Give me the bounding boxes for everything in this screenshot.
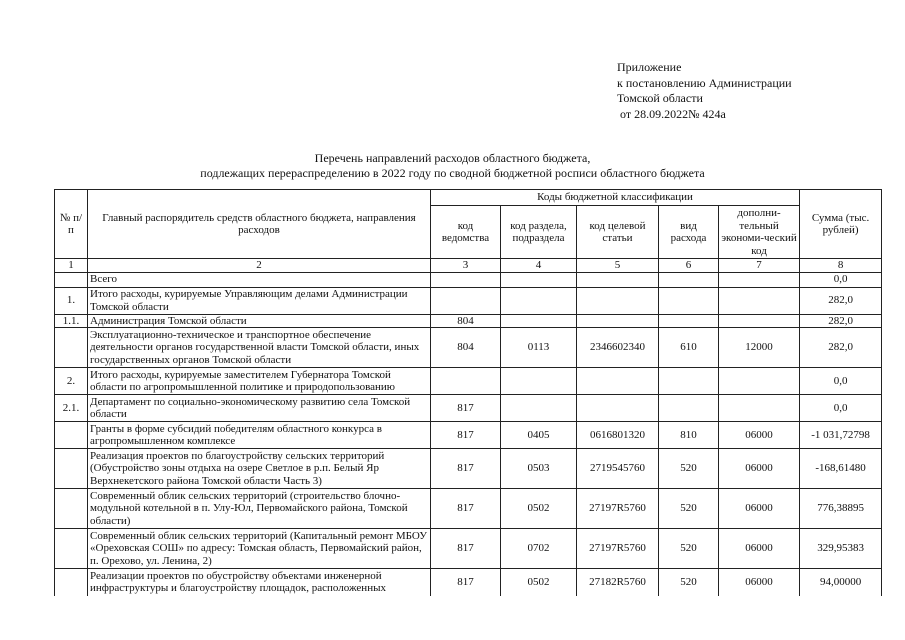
cell-dept-code: 804: [431, 314, 501, 328]
column-number: 7: [719, 259, 800, 273]
cell-dept-code: 817: [431, 395, 501, 422]
column-number: 4: [501, 259, 577, 273]
cell-target-code: 27197R5760: [577, 529, 659, 569]
cell-target-code: [577, 314, 659, 328]
header-num: № п/п: [55, 190, 88, 259]
cell-dept-code: 804: [431, 328, 501, 368]
cell-extra-code: 06000: [719, 489, 800, 529]
cell-section-code: [501, 272, 577, 287]
header-extra-code: дополни-тельный экономи-ческий код: [719, 206, 800, 259]
cell-num: [55, 529, 88, 569]
cell-num: [55, 489, 88, 529]
cell-extra-code: 12000: [719, 328, 800, 368]
cell-dept-code: 817: [431, 449, 501, 489]
cell-dept-code: [431, 368, 501, 395]
table-body: [55, 272, 882, 596]
cell-sum: 282,0: [800, 314, 882, 328]
cell-sum: -168,61480: [800, 449, 882, 489]
cell-section-code: [501, 314, 577, 328]
cell-sum: 0,0: [800, 272, 882, 287]
cell-target-code: [577, 287, 659, 314]
cell-name: Реализация проектов по благоустройству сельских территорий (Обустройство зоны отдыха на озере Светлое в р.п. Белый Яр Верхнекетского района Томской области Часть 3): [88, 449, 431, 489]
cell-name: Администрация Томской области: [88, 314, 431, 328]
cell-extra-code: [719, 314, 800, 328]
cell-name: Эксплуатационно-техническое и транспортное обеспечение деятельности органов государственной власти Томской области, иных государственных органов Томской области: [88, 328, 431, 368]
cell-name: Итого расходы, курируемые заместителем Губернатора Томской области по агропромышленной политике и природопользованию: [88, 368, 431, 395]
column-number: 8: [800, 259, 882, 273]
cell-num: [55, 272, 88, 287]
cell-num: [55, 328, 88, 368]
cell-num: 1.1.: [55, 314, 88, 328]
cell-sum: 282,0: [800, 287, 882, 314]
cell-extra-code: 06000: [719, 449, 800, 489]
cell-expense-type: [659, 272, 719, 287]
cell-num: 2.1.: [55, 395, 88, 422]
cell-expense-type: [659, 287, 719, 314]
header-main: Главный распорядитель средств областного бюджета, направления расходов: [88, 190, 431, 259]
cell-expense-type: 810: [659, 422, 719, 449]
cell-target-code: 27197R5760: [577, 489, 659, 529]
table-row: [55, 529, 882, 569]
budget-table: [54, 189, 882, 596]
cell-expense-type: 520: [659, 569, 719, 596]
header-target-code: код целевой статьи: [577, 206, 659, 259]
cell-num: 1.: [55, 287, 88, 314]
cell-sum: 0,0: [800, 368, 882, 395]
cell-dept-code: 817: [431, 489, 501, 529]
cell-section-code: [501, 287, 577, 314]
cell-section-code: 0503: [501, 449, 577, 489]
cell-expense-type: 610: [659, 328, 719, 368]
cell-section-code: 0405: [501, 422, 577, 449]
header-codes-group: Коды бюджетной классификации: [431, 190, 800, 206]
header-dept-code: код ведомства: [431, 206, 501, 259]
cell-expense-type: [659, 395, 719, 422]
table-row: [55, 569, 882, 596]
title-line: Перечень направлений расходов областного бюджета,: [314, 151, 591, 165]
appendix-line: Томской области: [617, 91, 703, 105]
cell-dept-code: [431, 272, 501, 287]
cell-sum: -1 031,72798: [800, 422, 882, 449]
cell-name: Департамент по социально-экономическому развитию села Томской области: [88, 395, 431, 422]
cell-target-code: [577, 395, 659, 422]
cell-section-code: 0702: [501, 529, 577, 569]
cell-name: Современный облик сельских территорий (строительство блочно-модульной котельной в п. Улу-Юл, Первомайского района, Томской области): [88, 489, 431, 529]
cell-dept-code: 817: [431, 569, 501, 596]
cell-name: Всего: [88, 272, 431, 287]
table-row: [55, 422, 882, 449]
appendix-line: Приложение: [617, 60, 682, 74]
cell-expense-type: [659, 368, 719, 395]
cell-sum: 776,38895: [800, 489, 882, 529]
cell-expense-type: 520: [659, 449, 719, 489]
table-row: [55, 489, 882, 529]
cell-extra-code: [719, 395, 800, 422]
cell-extra-code: 06000: [719, 422, 800, 449]
cell-dept-code: [431, 287, 501, 314]
header-expense-type: вид расхода: [659, 206, 719, 259]
cell-extra-code: 06000: [719, 569, 800, 596]
cell-section-code: [501, 395, 577, 422]
cell-extra-code: [719, 368, 800, 395]
title-line: подлежащих перераспределению в 2022 году по сводной бюджетной росписи областного бюджета: [200, 166, 705, 180]
cell-section-code: 0113: [501, 328, 577, 368]
cell-extra-code: 06000: [719, 529, 800, 569]
cell-dept-code: 817: [431, 422, 501, 449]
table-row: [55, 395, 882, 422]
cell-sum: 329,95383: [800, 529, 882, 569]
column-number: 5: [577, 259, 659, 273]
document-title: [0, 151, 905, 181]
cell-name: Современный облик сельских территорий (Капитальный ремонт МБОУ «Ореховская СОШ» по адресу: Томская область, Первомайский район, п. Орехово, ул. Ленина, 2): [88, 529, 431, 569]
table-row: [55, 449, 882, 489]
cell-target-code: 2719545760: [577, 449, 659, 489]
cell-name: Итого расходы, курируемые Управляющим делами Администрации Томской области: [88, 287, 431, 314]
cell-num: [55, 422, 88, 449]
cell-num: [55, 569, 88, 596]
header-sum: Сумма (тыс. рублей): [800, 190, 882, 259]
cell-dept-code: 817: [431, 529, 501, 569]
table-row: [55, 368, 882, 395]
cell-num: 2.: [55, 368, 88, 395]
column-number: 2: [88, 259, 431, 273]
column-number: 3: [431, 259, 501, 273]
header-section-code: код раздела, подраздела: [501, 206, 577, 259]
table-row: [55, 314, 882, 328]
cell-section-code: 0502: [501, 569, 577, 596]
cell-sum: 0,0: [800, 395, 882, 422]
cell-target-code: 0616801320: [577, 422, 659, 449]
cell-sum: 94,00000: [800, 569, 882, 596]
table-row: [55, 272, 882, 287]
cell-expense-type: 520: [659, 529, 719, 569]
table-row: [55, 287, 882, 314]
cell-target-code: 27182R5760: [577, 569, 659, 596]
column-number: 6: [659, 259, 719, 273]
appendix-line: к постановлению Администрации: [617, 75, 792, 90]
cell-section-code: [501, 368, 577, 395]
column-number: 1: [55, 259, 88, 273]
cell-extra-code: [719, 287, 800, 314]
cell-extra-code: [719, 272, 800, 287]
cell-section-code: 0502: [501, 489, 577, 529]
cell-sum: 282,0: [800, 328, 882, 368]
cell-target-code: [577, 272, 659, 287]
cell-expense-type: 520: [659, 489, 719, 529]
cell-name: Реализации проектов по обустройству объектами инженерной инфраструктуры и благоустройству площадок, расположенных: [88, 569, 431, 596]
cell-num: [55, 449, 88, 489]
cell-name: Гранты в форме субсидий победителям областного конкурса в агропромышленном комплексе: [88, 422, 431, 449]
appendix-block: [617, 60, 792, 122]
appendix-line: от 28.09.2022№ 424а: [617, 106, 726, 121]
cell-target-code: [577, 368, 659, 395]
table-row: [55, 328, 882, 368]
cell-target-code: 2346602340: [577, 328, 659, 368]
cell-expense-type: [659, 314, 719, 328]
column-number-row: [55, 259, 882, 273]
